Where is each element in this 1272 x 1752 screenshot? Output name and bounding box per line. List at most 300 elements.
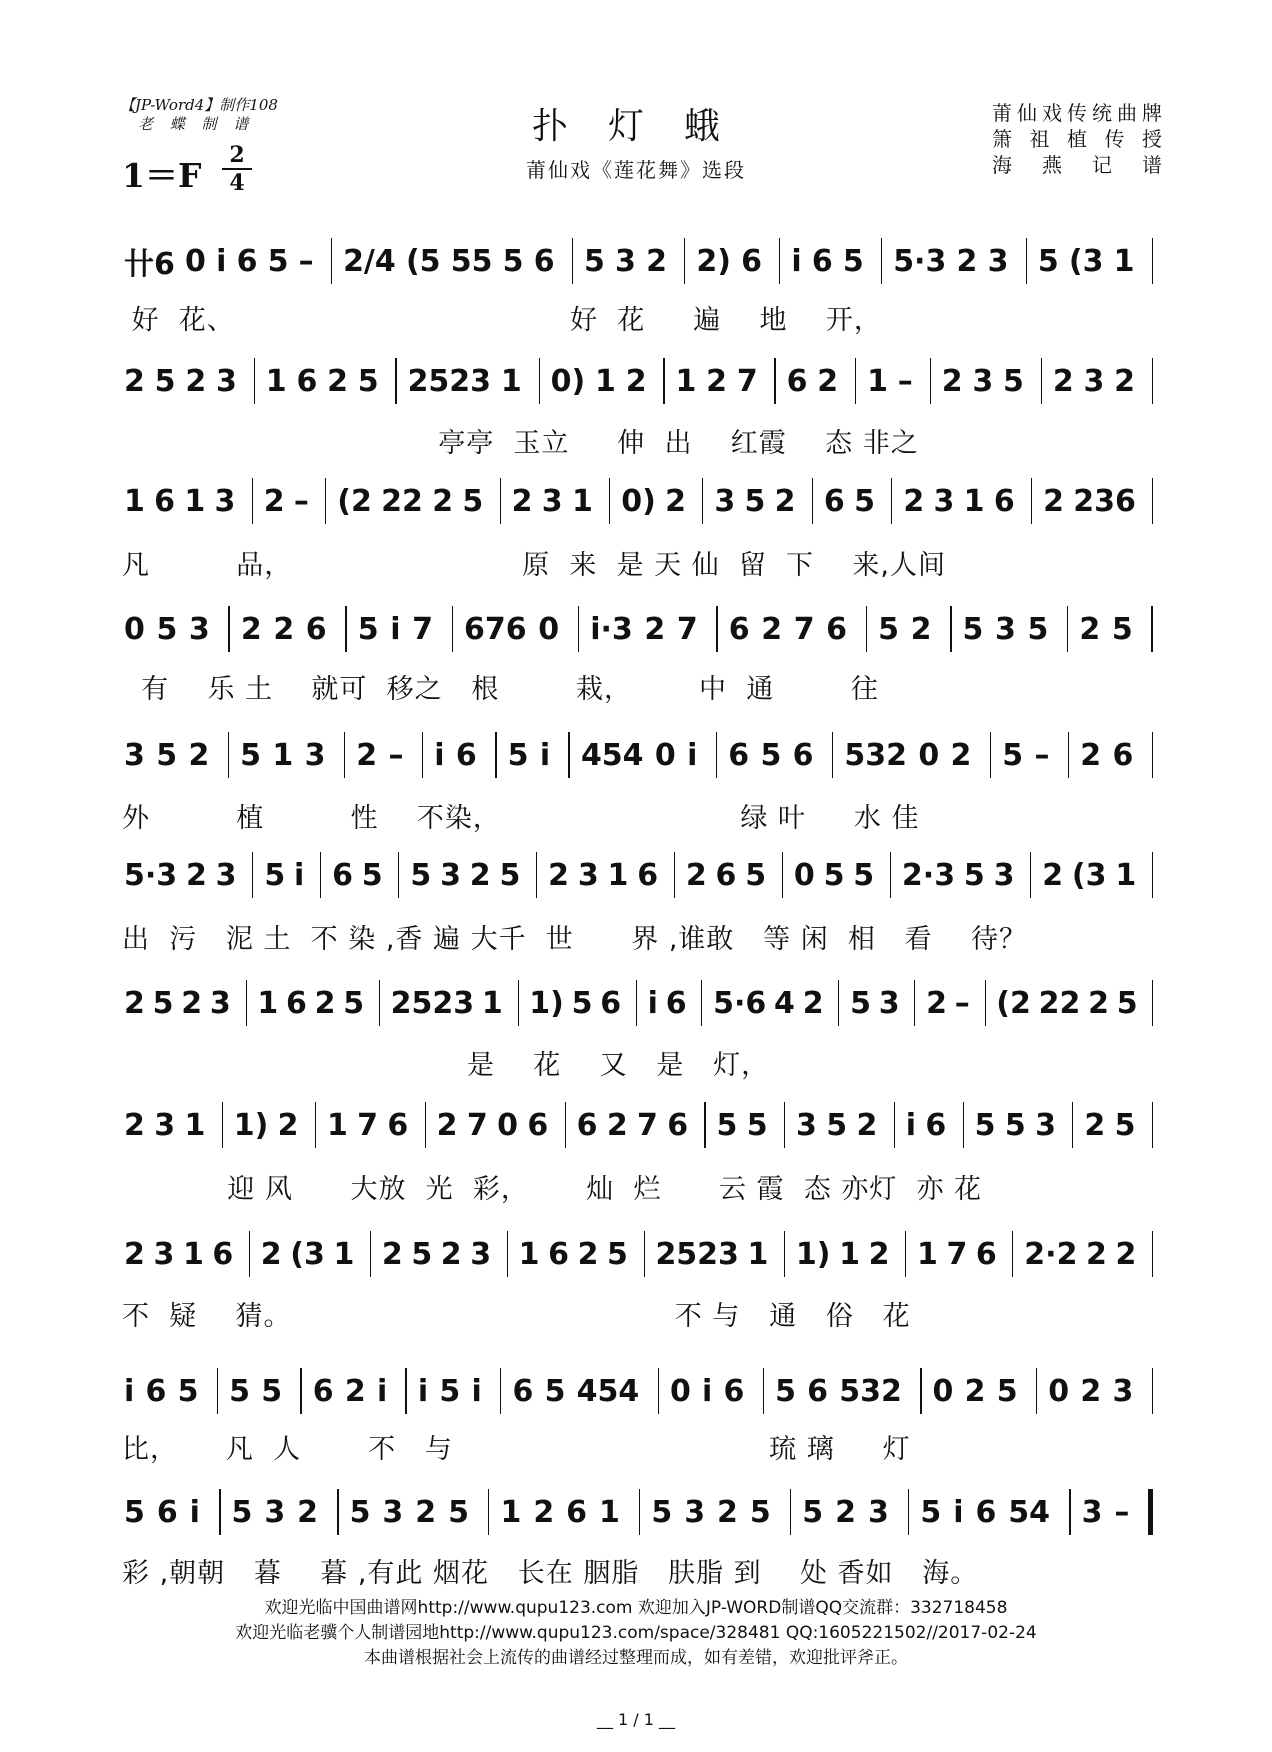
note-token: 6 xyxy=(212,1236,234,1272)
note-token: 2 xyxy=(511,483,533,519)
note-token: 3 xyxy=(994,611,1016,647)
note-token: 0 xyxy=(669,1373,691,1409)
note-token: 1 xyxy=(257,985,279,1021)
note-token: 5 xyxy=(826,1107,848,1143)
bar-line xyxy=(832,732,833,778)
note-token: 7 xyxy=(466,1107,488,1143)
bar-line xyxy=(219,1489,221,1535)
teacher-credit: 箫祖植传授 xyxy=(992,127,1162,151)
note-token: 5 xyxy=(499,857,521,893)
bar-line xyxy=(609,478,610,524)
bar-line xyxy=(663,358,664,404)
note-token: 1 xyxy=(184,1107,206,1143)
note-token: 2) xyxy=(696,243,731,279)
bar-line xyxy=(518,980,519,1026)
note-token: 6 xyxy=(792,737,814,773)
note-token: 5 xyxy=(920,1494,942,1530)
note-token: 5 xyxy=(583,243,605,279)
note-token: – xyxy=(388,737,404,773)
bar-line xyxy=(1152,1102,1153,1148)
note-token: 2 xyxy=(910,611,932,647)
note-token: 2 xyxy=(1114,363,1135,399)
lyric-line-2: 亭亭 玉立 伸 出 红霞 态 非之 xyxy=(122,428,919,459)
note-token: 2·3 xyxy=(901,857,956,893)
bar-line xyxy=(674,852,675,898)
note-token: 2 xyxy=(1115,1236,1137,1272)
footer xyxy=(0,1596,1272,1671)
bar-line xyxy=(1152,238,1153,284)
note-token: 454 xyxy=(576,1373,640,1409)
note-token: 1 xyxy=(265,363,287,399)
note-token: 2 xyxy=(533,1494,555,1530)
note-token: – xyxy=(897,363,913,399)
bar-line xyxy=(702,478,703,524)
note-token: 5 xyxy=(1116,985,1138,1021)
note-token: 1 xyxy=(963,483,985,519)
bar-line xyxy=(572,238,573,284)
note-token: 5 xyxy=(853,857,875,893)
note-token: 5 xyxy=(745,857,767,893)
note-token: 2 xyxy=(260,1236,282,1272)
note-token: 2 xyxy=(240,611,262,647)
maker-line-2: 老 蝶 制 谱 xyxy=(138,115,255,133)
note-token: 0 xyxy=(538,611,560,647)
note-token: 3 xyxy=(382,1494,404,1530)
note-token: 2 xyxy=(717,1494,738,1530)
note-token: 532 xyxy=(844,737,907,773)
time-numerator: 2 xyxy=(222,142,252,170)
song-subtitle: 莆仙戏《莲花舞》选段 xyxy=(526,158,746,182)
note-token: 2523 xyxy=(407,363,492,399)
note-token: 3 xyxy=(304,737,326,773)
bar-line xyxy=(963,1102,964,1148)
note-token: 2 xyxy=(124,1236,145,1272)
note-token: 0 xyxy=(654,737,676,773)
note-token: 2 xyxy=(1080,737,1102,773)
note-token: 5·3 xyxy=(124,857,178,893)
note-token: 0 xyxy=(793,857,815,893)
bar-line xyxy=(920,1368,921,1414)
note-token: 6 xyxy=(925,1107,947,1143)
note-token: 5 xyxy=(439,1373,461,1409)
bar-line xyxy=(500,1368,501,1414)
note-token: i xyxy=(417,1373,429,1409)
note-token: 2523 xyxy=(655,1236,739,1272)
note-token: 1 xyxy=(124,483,145,519)
note-token: – xyxy=(1034,737,1050,773)
note-token: 6 xyxy=(296,363,318,399)
note-token: 3 xyxy=(440,857,461,893)
page-number: __ 1 / 1 __ xyxy=(596,1710,676,1729)
note-token: 2 xyxy=(1043,483,1064,519)
note-token: 1) xyxy=(529,985,564,1021)
note-token: 7 xyxy=(676,611,698,647)
bar-line xyxy=(930,358,931,404)
note-token: 2 xyxy=(344,1373,366,1409)
bar-line xyxy=(1031,478,1032,524)
note-token: 3 xyxy=(153,1236,175,1272)
note-token: 5 xyxy=(231,1494,253,1530)
note-token: 2 xyxy=(469,857,491,893)
note-token: 2 xyxy=(1084,1107,1106,1143)
bar-line xyxy=(495,732,496,778)
note-token: 2 xyxy=(124,985,145,1021)
note-token: 6 xyxy=(600,985,622,1021)
note-token: 5 xyxy=(749,1494,771,1530)
bar-line xyxy=(565,1102,566,1148)
note-token: 1 xyxy=(595,363,616,399)
bar-line xyxy=(1152,1231,1153,1277)
bar-line xyxy=(881,238,882,284)
note-token: (3 xyxy=(1071,857,1107,893)
note-token: (5 xyxy=(405,243,441,279)
bar-line xyxy=(425,1102,426,1148)
note-token: 2 xyxy=(964,1373,986,1409)
bar-line xyxy=(1152,358,1153,404)
note-token: 5 xyxy=(411,1236,433,1272)
bar-line xyxy=(812,478,813,524)
notation-line-4 xyxy=(122,604,1162,654)
bar-line xyxy=(246,980,247,1026)
bar-line xyxy=(1012,1231,1013,1277)
bar-line xyxy=(716,732,717,778)
bar-line xyxy=(1151,606,1153,652)
bar-line xyxy=(345,606,347,652)
note-token: 6 xyxy=(723,1373,745,1409)
bar-line xyxy=(370,1231,371,1277)
note-token: 2 xyxy=(817,363,839,399)
note-token: 6 xyxy=(305,611,327,647)
note-token: 5 xyxy=(716,1107,738,1143)
note-token: 3 xyxy=(878,985,900,1021)
bar-line xyxy=(990,732,991,778)
note-token: 2 xyxy=(415,1494,437,1530)
bar-line xyxy=(644,1231,645,1277)
bar-line xyxy=(249,1231,250,1277)
note-token: 6 xyxy=(455,737,477,773)
note-token: 1) xyxy=(233,1107,269,1143)
note-token: – xyxy=(298,243,314,279)
lyric-line-8: 迎 风 大放 光 彩， 灿 烂 云 霞 态 亦灯 亦 花 xyxy=(122,1174,983,1205)
notation-line-11 xyxy=(122,1487,1162,1537)
note-token: 0 xyxy=(185,243,206,279)
bar-line xyxy=(337,1489,339,1535)
note-token: 2 xyxy=(706,363,728,399)
note-token: 5 xyxy=(802,1494,824,1530)
note-token: 2 xyxy=(868,1236,890,1272)
note-token: 0) xyxy=(550,363,586,399)
note-token: 5 xyxy=(1002,737,1024,773)
note-token: 6 xyxy=(993,483,1015,519)
bar-line xyxy=(855,358,856,404)
note-token: 3 xyxy=(615,243,636,279)
bar-line xyxy=(1072,1102,1073,1148)
note-token: 3 xyxy=(215,363,237,399)
bar-line xyxy=(398,852,399,898)
note-token: (3 xyxy=(290,1236,325,1272)
bar-line xyxy=(228,606,230,652)
note-token: 6 xyxy=(807,1373,829,1409)
note-token: 5 xyxy=(502,243,524,279)
note-token: 0 xyxy=(918,737,940,773)
note-token: 2 xyxy=(327,363,348,399)
note-token: 5 xyxy=(775,1373,796,1409)
note-token: 2·2 xyxy=(1024,1236,1078,1272)
note-token: 6 xyxy=(715,857,737,893)
bar-line xyxy=(252,852,253,898)
note-token: 2 xyxy=(625,363,647,399)
bar-line xyxy=(1152,852,1153,898)
note-token: 6 xyxy=(156,1494,178,1530)
bar-line xyxy=(1152,980,1153,1026)
note-token: 5 xyxy=(760,737,782,773)
note-token: 2 xyxy=(297,1494,319,1530)
note-token: 6 xyxy=(741,243,762,279)
bar-line xyxy=(1067,606,1069,652)
note-token: 2 xyxy=(665,483,686,519)
note-token: 5 xyxy=(343,985,365,1021)
note-token: 3 xyxy=(684,1494,706,1530)
bar-line xyxy=(488,1489,490,1535)
note-token: 5 xyxy=(240,737,261,773)
note-token: i xyxy=(390,611,401,647)
note-token: 2 xyxy=(1052,363,1074,399)
bar-line xyxy=(716,606,718,652)
bar-line xyxy=(452,606,454,652)
bar-line xyxy=(344,732,345,778)
note-token: 3 xyxy=(541,483,563,519)
note-token: 3 xyxy=(796,1107,817,1143)
bar-line xyxy=(1068,732,1069,778)
note-token: 6 xyxy=(145,1373,167,1409)
bar-line xyxy=(1152,732,1153,778)
note-token: (2 xyxy=(996,985,1031,1021)
note-token: 5 xyxy=(410,857,432,893)
note-token: 1 xyxy=(500,1494,522,1530)
note-token: 5 xyxy=(1004,1107,1026,1143)
note-token: 2 xyxy=(903,483,925,519)
note-token: 1 xyxy=(182,1236,204,1272)
lyric-line-4: 有 乐 土 就可 移之 根 栽， 中 通 往 xyxy=(122,674,879,705)
notation-line-2 xyxy=(122,356,1162,406)
note-token: i xyxy=(539,737,551,773)
note-token: 1 xyxy=(598,1494,620,1530)
note-token: 5 xyxy=(152,985,174,1021)
note-token: 6 xyxy=(728,737,750,773)
notation-line-8 xyxy=(122,1100,1162,1150)
note-token: 3 xyxy=(867,1494,889,1530)
song-title: 扑灯蛾 xyxy=(531,106,760,147)
note-token: 卄6 xyxy=(124,247,175,282)
time-denominator: 4 xyxy=(229,170,245,196)
note-token: 1 xyxy=(747,1236,769,1272)
note-token: 5 xyxy=(448,1494,469,1530)
note-token: 4 xyxy=(774,985,795,1021)
note-token: 2 xyxy=(646,243,667,279)
note-token: 2 xyxy=(802,985,824,1021)
note-token: 5 xyxy=(744,483,766,519)
note-token: 5 xyxy=(571,985,593,1021)
note-token: 6 xyxy=(285,985,307,1021)
note-token: 6 xyxy=(975,1236,997,1272)
note-token: i xyxy=(294,857,305,893)
bar-line xyxy=(325,478,326,524)
note-token: 22 xyxy=(381,483,423,519)
note-token: 1 xyxy=(571,483,593,519)
note-token: 3 xyxy=(470,1236,492,1272)
bar-line xyxy=(1152,478,1153,524)
note-token: (3 xyxy=(1068,243,1104,279)
note-token: 6 xyxy=(312,1373,334,1409)
note-token: 5 xyxy=(462,483,484,519)
note-token: 6 xyxy=(1112,737,1134,773)
note-token: 5 xyxy=(229,1373,251,1409)
note-token: 3 xyxy=(264,1494,286,1530)
note-token: 5 xyxy=(842,243,864,279)
bar-line xyxy=(568,732,569,778)
note-token: 1 xyxy=(607,857,629,893)
note-token: i xyxy=(376,1373,388,1409)
lyric-line-9: 不 疑 猜。 不 与 通 俗 花 xyxy=(122,1301,911,1332)
note-token: 6 xyxy=(236,243,258,279)
note-token: 2 xyxy=(548,857,570,893)
bar-line xyxy=(500,478,501,524)
note-token: 5 xyxy=(1027,611,1049,647)
bar-line xyxy=(1041,358,1042,404)
note-token: 454 xyxy=(580,737,644,773)
note-token: 6 xyxy=(665,985,687,1021)
note-token: 5 xyxy=(651,1494,673,1530)
bar-line xyxy=(536,852,537,898)
note-token: 3 xyxy=(215,857,237,893)
note-token: 5 xyxy=(357,363,379,399)
note-token: 2 xyxy=(926,985,947,1021)
credits-block xyxy=(992,100,1162,178)
note-token: – xyxy=(1114,1494,1130,1530)
bar-line xyxy=(784,1231,785,1277)
transcriber-credit: 海 燕 记 谱 xyxy=(992,153,1162,177)
bar-line xyxy=(639,1489,641,1535)
note-token: 3 xyxy=(209,985,231,1021)
note-token: 6 xyxy=(826,611,848,647)
notation-line-10 xyxy=(122,1366,1162,1416)
note-token: 0 xyxy=(1048,1373,1070,1409)
note-token: 6 xyxy=(823,483,845,519)
note-token: – xyxy=(293,483,309,519)
bar-line xyxy=(422,732,423,778)
lyric-line-1: 好 花、 好 花 遍 地 开， xyxy=(122,305,882,336)
note-token: 2 xyxy=(263,483,285,519)
note-token: 2 xyxy=(381,1236,403,1272)
note-token: 6 xyxy=(786,363,808,399)
maker-line-1: 【JP-Word4】制作108 xyxy=(120,96,278,114)
notation-line-9 xyxy=(122,1229,1162,1279)
note-token: (2 xyxy=(337,483,372,519)
note-token: 2 xyxy=(606,1107,628,1143)
note-token: 1 xyxy=(839,1236,860,1272)
note-token: 532 xyxy=(839,1373,902,1409)
note-token: 2 xyxy=(181,985,203,1021)
note-token: 5 xyxy=(156,611,178,647)
bar-line xyxy=(1036,1368,1037,1414)
note-token: 2 xyxy=(185,363,207,399)
note-token: 5 xyxy=(1037,243,1059,279)
footer-line-1: 欢迎光临中国曲谱网http://www.qupu123.com 欢迎加入JP-WORD制谱QQ交流群：332718458 xyxy=(264,1598,1008,1618)
note-token: 676 xyxy=(464,611,527,647)
bar-line xyxy=(701,980,702,1026)
bar-line xyxy=(252,478,253,524)
note-token: 3 xyxy=(987,243,1009,279)
note-token: 0) xyxy=(621,483,656,519)
notation-line-7 xyxy=(122,978,1162,1028)
bar-line xyxy=(1030,852,1031,898)
note-token: 6 xyxy=(637,857,659,893)
note-token: – xyxy=(954,985,970,1021)
note-token: 6 xyxy=(512,1373,534,1409)
bar-line xyxy=(763,1368,764,1414)
note-token: 2 xyxy=(1042,857,1064,893)
note-token: 5 xyxy=(974,1107,996,1143)
note-token: 6 xyxy=(387,1107,409,1143)
note-token: 5 xyxy=(854,483,875,519)
note-token: 2 xyxy=(440,1236,462,1272)
note-token: 2 xyxy=(436,1107,458,1143)
note-token: 3 xyxy=(1112,1373,1134,1409)
note-token: 5 xyxy=(1003,363,1024,399)
bar-line xyxy=(908,1489,910,1535)
bar-line xyxy=(228,732,229,778)
bar-line xyxy=(300,1368,301,1414)
note-token: 3 xyxy=(124,737,145,773)
note-token: 2 xyxy=(685,857,707,893)
note-token: i xyxy=(216,243,227,279)
note-token: 0 xyxy=(932,1373,954,1409)
note-token: 7 xyxy=(736,363,758,399)
bar-line xyxy=(395,358,396,404)
note-token: i xyxy=(471,1373,482,1409)
note-token: 0 xyxy=(124,611,145,647)
note-token: i xyxy=(702,1373,713,1409)
note-token: i xyxy=(647,985,658,1021)
lyric-line-6: 出 污 泥 土 不 染 ,香 遍 大千 世 界 ,谁敢 等 闲 相 看 待？ xyxy=(122,924,1027,955)
note-token: 1 xyxy=(481,985,503,1021)
bar-line xyxy=(539,358,540,404)
bar-line xyxy=(838,980,839,1026)
note-token: 0 xyxy=(497,1107,518,1143)
bar-line xyxy=(774,358,775,404)
note-token: 6 xyxy=(811,243,833,279)
key-signature: 1＝F xyxy=(122,156,202,195)
note-token: 55 xyxy=(450,243,493,279)
bar-line xyxy=(405,1368,406,1414)
note-token: 7 xyxy=(357,1107,379,1143)
note-token: 2 xyxy=(644,611,666,647)
note-token: i xyxy=(434,737,445,773)
note-token: 6 xyxy=(728,611,750,647)
note-token: 2 xyxy=(761,611,783,647)
note-token: 2 xyxy=(950,737,972,773)
note-token: 2 xyxy=(835,1494,856,1530)
note-token: 3 xyxy=(993,857,1015,893)
bar-line xyxy=(914,980,915,1026)
bar-line xyxy=(985,980,986,1026)
bar-line xyxy=(890,852,891,898)
note-token: 1 xyxy=(518,1236,540,1272)
bar-line xyxy=(331,238,332,284)
notation-line-1 xyxy=(122,236,1162,286)
note-token: 5 xyxy=(878,611,899,647)
notation-line-3 xyxy=(122,476,1162,526)
